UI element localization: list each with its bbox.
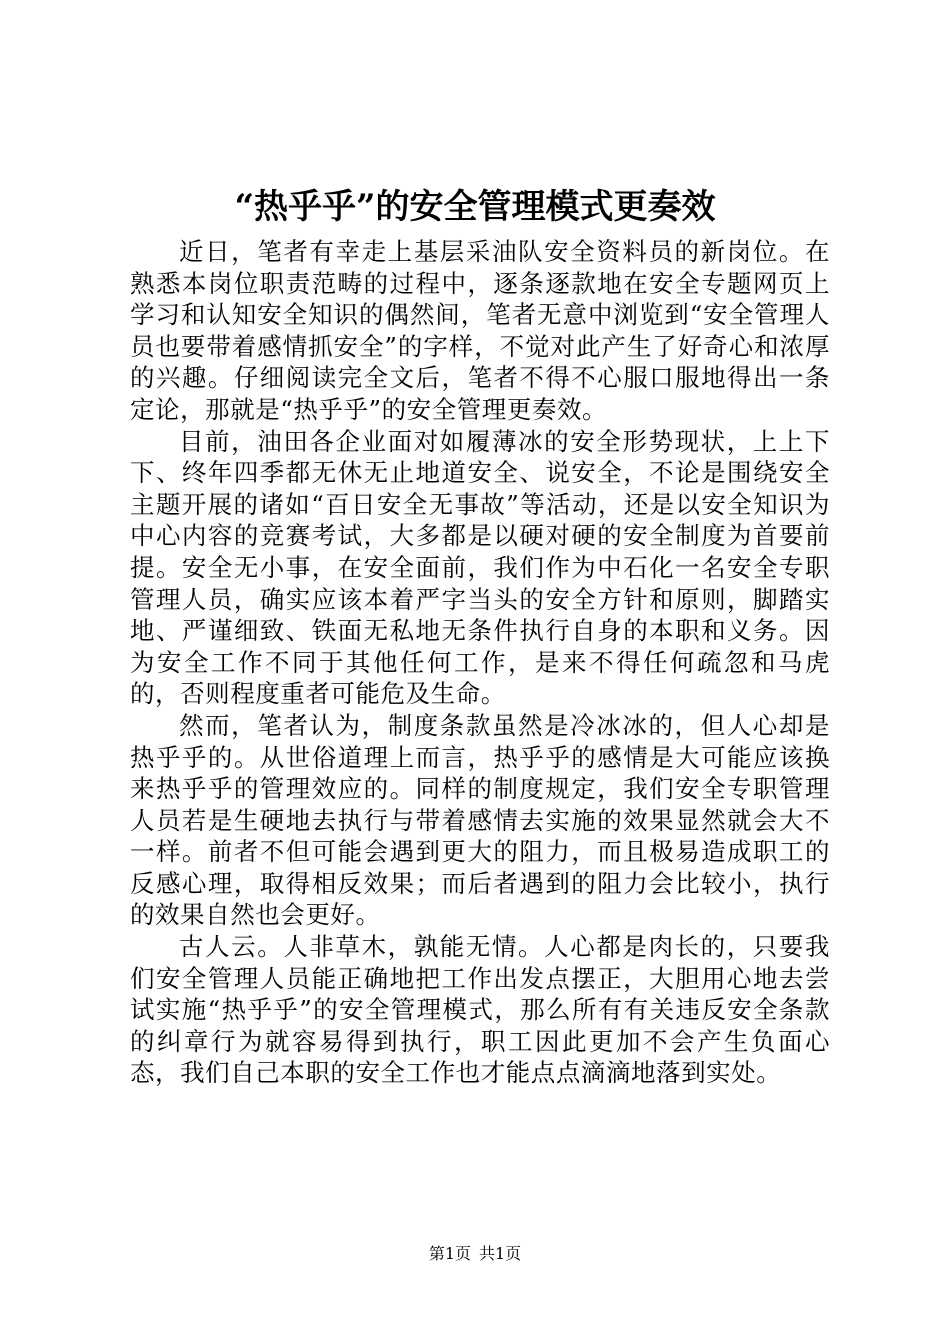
paragraph-2: 目前，油田各企业面对如履薄冰的安全形势现状，上上下下、终年四季都无休无止地道安全、说安全，不论是围绕安全主题开展的诸如“百日安全无事故”等活动，还是以安全知识为中心内容的竞赛考试，大多都是以硬对硬的安全制度为首要前提。安全无小事，在安全面前，我们作为中石化一名安全专职管理人员，确实应该本着严字当头的安全方针和原则，脚踏实地、严谨细致、铁面无私地无条件执行自身的本职和义务。因为安全工作不同于其他任何工作，是来不得任何疏忽和马虎的，否则程度重者可能危及生命。 <box>130 426 830 709</box>
page-number: 第1页 <box>428 1244 471 1263</box>
document-body <box>130 236 830 1089</box>
page-footer <box>0 1242 950 1266</box>
document-title: “热乎乎”的安全管理模式更奏效 <box>234 187 716 227</box>
paragraph-3: 然而，笔者认为，制度条款虽然是冷冰冰的，但人心却是热乎乎的。从世俗道理上而言，热乎乎的感情是大可能应该换来热乎乎的管理效应的。同样的制度规定，我们安全专职管理人员若是生硬地去执行与带着感情去实施的效果显然就会大不一样。前者不但可能会遇到更大的阻力，而且极易造成职工的反感心理，取得相反效果；而后者遇到的阻力会比较小，执行的效果自然也会更好。 <box>130 710 830 930</box>
paragraph-1: 近日，笔者有幸走上基层采油队安全资料员的新岗位。在熟悉本岗位职责范畴的过程中，逐条逐款地在安全专题网页上学习和认知安全知识的偶然间，笔者无意中浏览到“安全管理人员也要带着感情抓安全”的字样，不觉对此产生了好奇心和浓厚的兴趣。仔细阅读完全文后，笔者不得不心服口服地得出一条定论，那就是“热乎乎”的安全管理更奏效。 <box>130 237 831 424</box>
paragraph-4: 古人云。人非草木，孰能无情。人心都是肉长的，只要我们安全管理人员能正确地把工作出发点摆正，大胆用心地去尝试实施“热乎乎”的安全管理模式，那么所有有关违反安全条款的纠章行为就容易得到执行，职工因此更加不会产生负面心态，我们自己本职的安全工作也才能点点滴滴地落到实处。 <box>130 932 830 1088</box>
page-total: 共1页 <box>479 1244 522 1263</box>
